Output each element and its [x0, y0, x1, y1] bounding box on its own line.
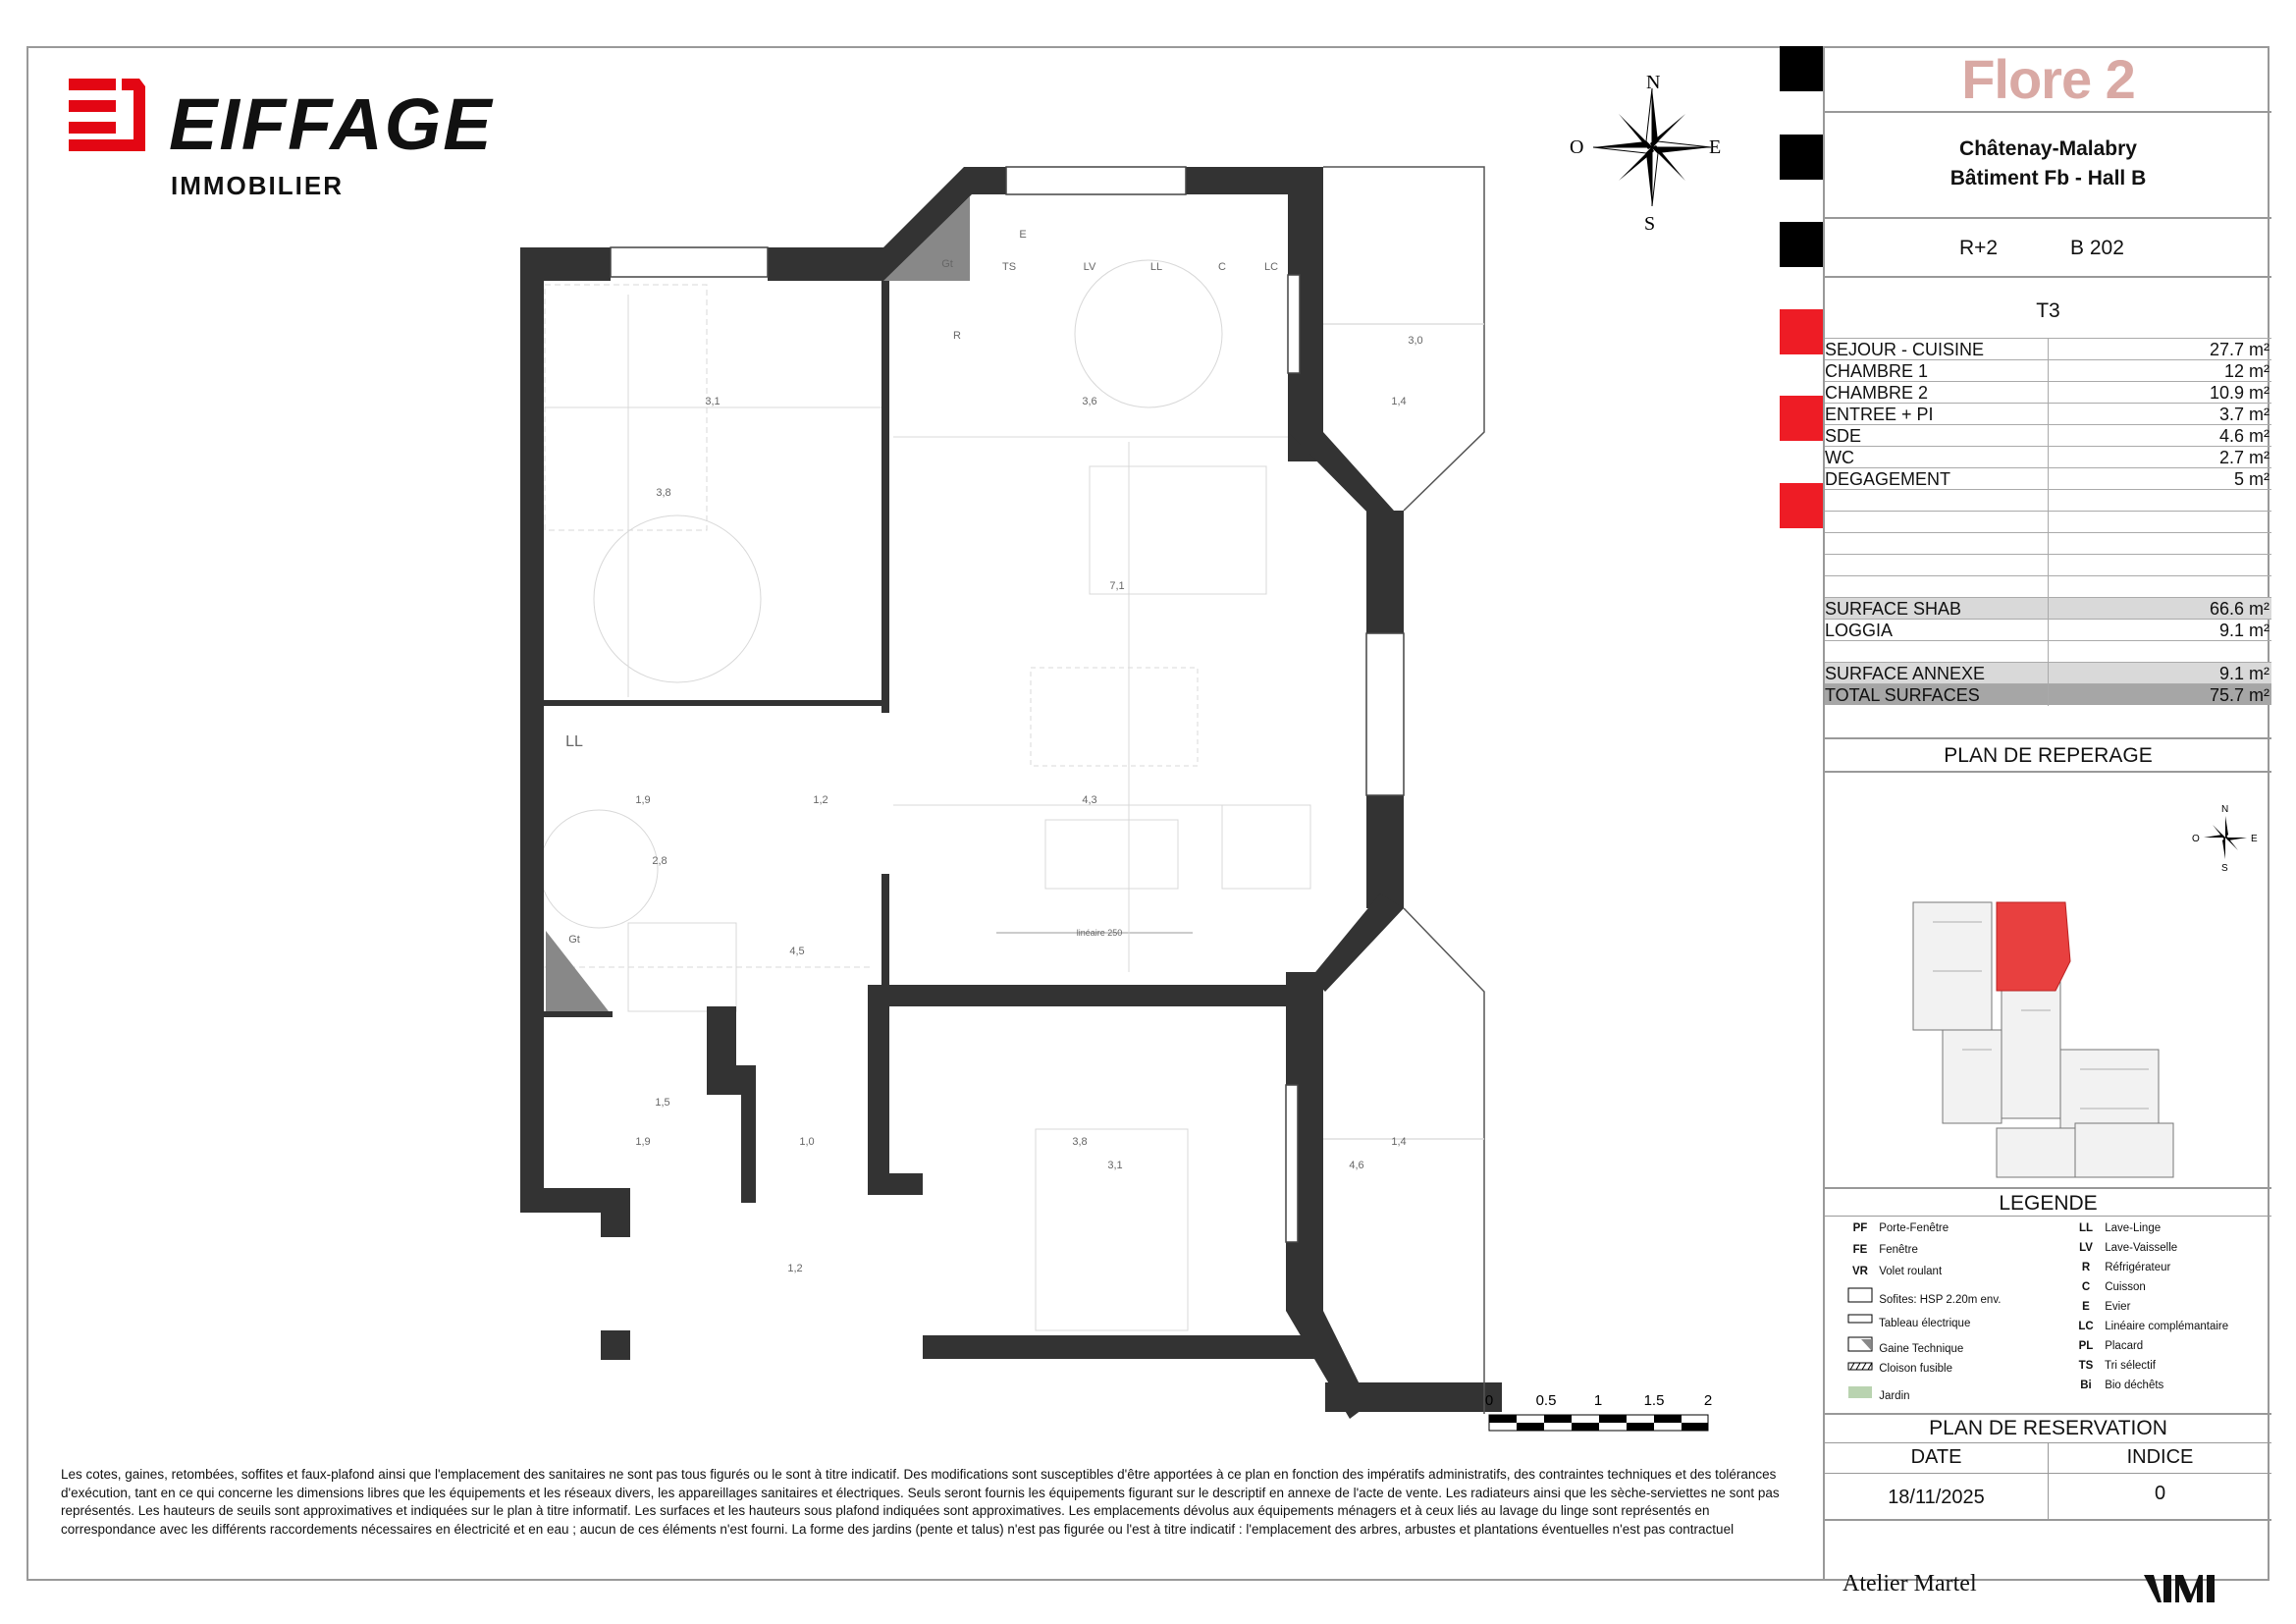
svg-text:3,1: 3,1 — [705, 396, 721, 407]
empty-row — [1825, 575, 2271, 597]
room-row: ENTREE + PI 3.7 m² — [1825, 405, 2269, 424]
empty-row — [1825, 489, 2271, 511]
svg-text:LL: LL — [1149, 261, 1163, 273]
room-row: WC 2.7 m² — [1825, 448, 2269, 467]
lot-info — [1825, 219, 2271, 278]
legend-title: LEGENDE — [1825, 1187, 2271, 1217]
legend-item: LC Linéaire complémantaire — [2078, 1321, 2229, 1332]
room-row: SDE 4.6 m² — [1825, 426, 2269, 446]
svg-text:7,1: 7,1 — [1109, 580, 1125, 592]
svg-text:4,6: 4,6 — [1349, 1160, 1364, 1171]
project-location — [1825, 113, 2271, 219]
company-name: EIFFAGE — [169, 83, 494, 165]
empty-row — [1825, 532, 2271, 554]
walls — [520, 167, 1502, 1419]
legend-item: E Evier — [2082, 1301, 2131, 1313]
svg-text:R: R — [953, 330, 961, 342]
scale-tick-4: 2 — [1703, 1392, 1713, 1409]
floor-plan — [510, 157, 1512, 1434]
svg-text:N: N — [2221, 804, 2229, 815]
small-compass-icon — [2192, 804, 2258, 874]
scale-tick-1: 0.5 — [1535, 1392, 1557, 1409]
legend-item: Sofites: HSP 2.20m env. — [1844, 1287, 2001, 1306]
svg-text:LL: LL — [565, 733, 583, 750]
svg-text:Gt: Gt — [941, 258, 953, 270]
legend-item: LL Lave-Linge — [2078, 1222, 2162, 1234]
project-building: Bâtiment Fb - Hall B — [1949, 167, 2147, 189]
eiffage-mark-icon — [69, 77, 145, 153]
legend-item: Gaine Technique — [1844, 1336, 1963, 1355]
compass-w: O — [1570, 136, 1584, 158]
lot-level: R+2 — [1959, 237, 1999, 259]
legend-item: Cloison fusible — [1844, 1362, 1952, 1375]
project-name: Flore 2 — [1961, 48, 2135, 110]
legend-item: TS Tri sélectif — [2078, 1360, 2156, 1372]
surface-annexe-row: SURFACE ANNEXE 9.1 m² — [1825, 664, 2269, 683]
surface-shab-row: SURFACE SHAB 66.6 m² — [1825, 599, 2269, 619]
room-row: SEJOUR - CUISINE 27.7 m² — [1825, 340, 2269, 359]
project-city: Châtenay-Malabry — [1959, 137, 2137, 160]
svg-text:E: E — [2251, 834, 2258, 844]
lot-number: B 202 — [2070, 237, 2124, 259]
marker-red — [1780, 309, 1823, 354]
svg-text:3,8: 3,8 — [656, 487, 671, 499]
scale-tick-2: 1 — [1593, 1392, 1603, 1409]
title-block — [1823, 46, 2269, 1597]
svg-text:LC: LC — [1263, 261, 1279, 273]
svg-text:linéaire 250: linéaire 250 — [1076, 928, 1123, 938]
svg-text:1,4: 1,4 — [1391, 396, 1407, 407]
svg-text:3,0: 3,0 — [1408, 335, 1423, 347]
marker-red — [1780, 483, 1823, 528]
marker-black — [1780, 46, 1823, 91]
location-plan — [1825, 775, 2271, 1187]
legend-item: Bi Bio déchêts — [2080, 1380, 2164, 1391]
lot-highlight — [1997, 902, 2070, 991]
compass-n: N — [1646, 72, 1661, 93]
reservation-table — [1825, 1442, 2271, 1521]
legal-notes: Les cotes, gaines, retombées, soffites et faux-plafond ainsi que l'emplacement des sanitaires ne sont pas tous figurés ou le sont à titre indicatif. Des modifications sont susceptibles d'être apportées à ce plan en fonction des impératifs administratifs, des contraintes techniques et des tolérances d'exécution, tant en ce qui concerne les dimensions libres que les équipements et les réseaux divers, les appareillages sanitaires et électriques. Seuls seront fournis les équipements figurant sur le descriptif en annexe de l'acte de vente. Les radiateurs ainsi que les sèche-serviettes ne sont pas représentés. Les hauteurs de seuils sont approximatives et indiquées sur le plan à titre informatif. Les surfaces et les hauteurs sous plafond indiquées sont approximatives. Les emplacements dévolus aux équipements ménagers et à ceux liés au lavage du linge sont représentés en correspondance avec les différents raccordements nécessaires en électricité et en eau ; aucun de ces éléments n'est fourni. La forme des jardins (pente et talus) n'est pas figurée ou l'est à titre indicatif : l'emplacement des arbres, arbustes et plantations éventuelles n'est pas contractuel — [61, 1467, 1780, 1537]
svg-text:4,3: 4,3 — [1082, 794, 1097, 806]
project-brand — [1825, 46, 2271, 113]
legend-item: PL Placard — [2078, 1340, 2144, 1352]
reperage-title: PLAN DE REPERAGE — [1825, 737, 2271, 773]
legend-item: VR Volet roulant — [1852, 1266, 1943, 1277]
date-label: DATE — [1910, 1446, 1962, 1468]
legend-item: Jardin — [1844, 1385, 1910, 1402]
room-row: DEGAGEMENT 5 m² — [1825, 469, 2269, 489]
compass-icon — [1566, 67, 1742, 234]
scale-bar — [1472, 1389, 1718, 1438]
empty-row — [1825, 554, 2271, 575]
architect-name: Atelier Martel — [1842, 1571, 1977, 1597]
svg-text:1,5: 1,5 — [655, 1097, 670, 1109]
indice-label: INDICE — [2126, 1446, 2194, 1468]
svg-text:2,8: 2,8 — [652, 855, 667, 867]
reservation-title: PLAN DE RESERVATION — [1825, 1413, 2271, 1442]
indice-value: 0 — [2154, 1483, 2166, 1504]
compass-s: S — [1644, 213, 1656, 234]
svg-text:1,2: 1,2 — [787, 1263, 803, 1274]
svg-text:3,8: 3,8 — [1072, 1136, 1088, 1148]
scale-tick-0: 0 — [1484, 1392, 1494, 1409]
svg-text:S: S — [2221, 863, 2228, 874]
svg-text:3,1: 3,1 — [1107, 1160, 1123, 1171]
svg-text:1,9: 1,9 — [635, 1136, 651, 1148]
scale-tick-3: 1.5 — [1643, 1392, 1665, 1409]
legend-item: R Réfrigérateur — [2081, 1262, 2171, 1273]
svg-text:O: O — [2192, 834, 2200, 844]
date-value: 18/11/2025 — [1888, 1487, 1985, 1508]
surface-table — [1825, 338, 2271, 705]
room-row: CHAMBRE 2 10.9 m² — [1825, 383, 2269, 403]
legend-item: C Cuisson — [2081, 1281, 2146, 1293]
architect-logo-icon — [2144, 1573, 2222, 1606]
svg-text:1,0: 1,0 — [799, 1136, 815, 1148]
company-subtitle: IMMOBILIER — [171, 171, 344, 200]
svg-text:1,9: 1,9 — [635, 794, 651, 806]
svg-text:1,4: 1,4 — [1391, 1136, 1407, 1148]
marker-red — [1780, 396, 1823, 441]
empty-row — [1825, 511, 2271, 532]
svg-text:3,6: 3,6 — [1082, 396, 1097, 407]
legend-item: PF Porte-Fenêtre — [1852, 1222, 1949, 1234]
marker-black — [1780, 222, 1823, 267]
svg-text:Gt: Gt — [568, 934, 580, 946]
svg-text:C: C — [1218, 261, 1226, 273]
legend-item: LV Lave-Vaisselle — [2079, 1242, 2178, 1254]
loggia-row: LOGGIA 9.1 m² — [1825, 621, 2269, 640]
svg-text:E: E — [1019, 229, 1027, 241]
svg-text:TS: TS — [1001, 261, 1017, 273]
total-surfaces-row: TOTAL SURFACES 75.7 m² — [1825, 685, 2269, 705]
marker-black — [1780, 135, 1823, 180]
legend-item: Tableau électrique — [1844, 1313, 1970, 1329]
empty-row — [1825, 640, 2271, 662]
lot-type: T3 — [2036, 299, 2060, 322]
svg-text:1,2: 1,2 — [813, 794, 828, 806]
compass-e: E — [1709, 136, 1722, 158]
room-row: CHAMBRE 1 12 m² — [1825, 361, 2269, 381]
legend-item: FE Fenêtre — [1852, 1244, 1918, 1256]
svg-text:LV: LV — [1083, 261, 1096, 273]
svg-text:4,5: 4,5 — [789, 946, 805, 957]
